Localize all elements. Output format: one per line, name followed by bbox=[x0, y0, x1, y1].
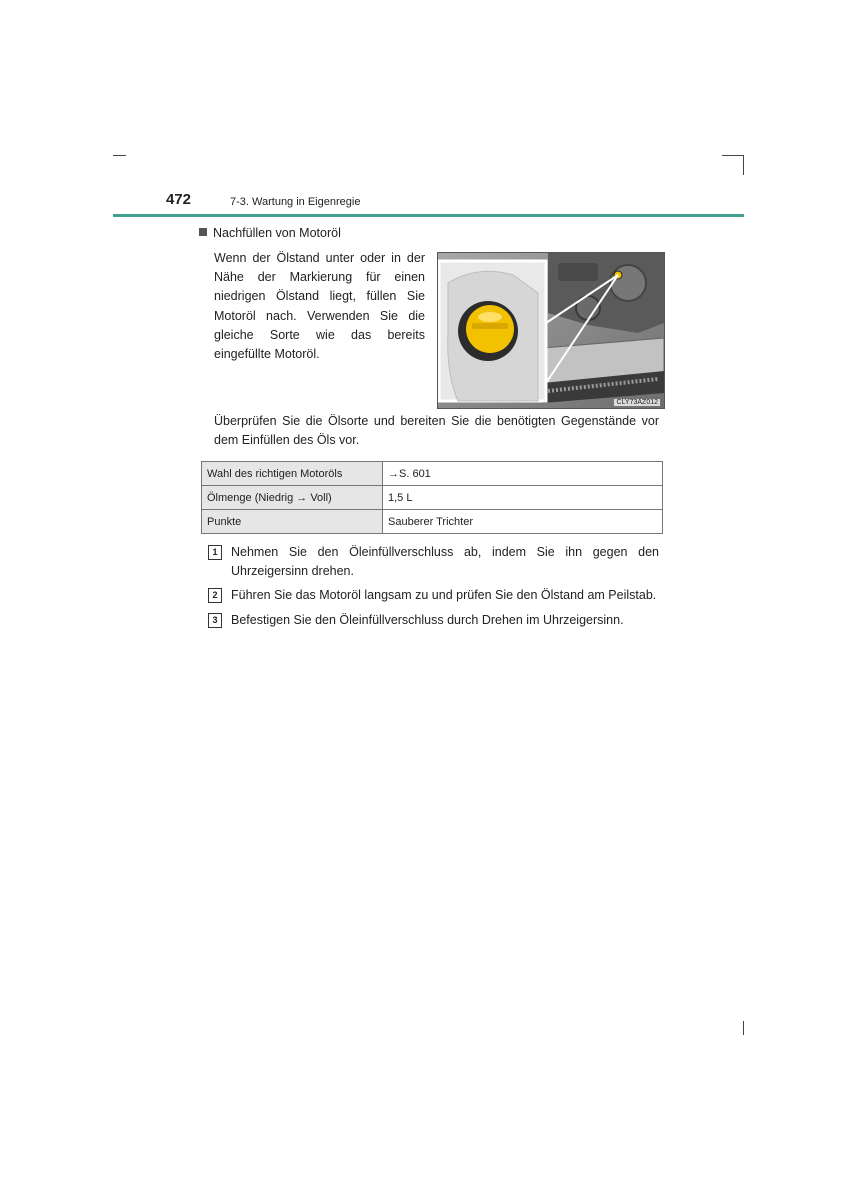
table-key: Punkte bbox=[202, 510, 383, 534]
step-number: 2 bbox=[208, 588, 222, 603]
step-number: 1 bbox=[208, 545, 222, 560]
intro-paragraph: Wenn der Ölstand unter oder in der Nähe der Markierung für einen niedrigen Ölstand liegt, füllen Sie Motoröl nach. Verwenden Sie die gleiche Sorte wie das bereits eingefüllte Motoröl. bbox=[214, 251, 425, 362]
table-row bbox=[202, 462, 663, 486]
step-text: Befestigen Sie den Öleinfüllverschluss durch Drehen im Uhrzeigersinn. bbox=[231, 612, 624, 627]
step-number: 3 bbox=[208, 613, 222, 628]
list-item bbox=[208, 586, 659, 605]
table-value: →S. 601 bbox=[383, 462, 663, 486]
list-item bbox=[208, 543, 659, 581]
table-value: Sauberer Trichter bbox=[383, 510, 663, 534]
preparation-paragraph: Überprüfen Sie die Ölsorte und bereiten Sie die benötigten Gegenstände vor dem Einfüllen des Öls vor. bbox=[214, 414, 659, 448]
figure-code: CLY73AZ012 bbox=[616, 399, 658, 406]
step-list bbox=[208, 543, 659, 635]
table-key: Ölmenge (Niedrig → Voll) bbox=[202, 486, 383, 510]
engine-oil-cap-figure bbox=[437, 252, 665, 409]
table-row bbox=[202, 486, 663, 510]
table-row bbox=[202, 510, 663, 534]
section-header: 7-3. Wartung in Eigenregie bbox=[230, 196, 361, 208]
crop-mark-bottom-right bbox=[743, 1021, 744, 1035]
bullet-square-icon bbox=[199, 228, 207, 236]
header-rule bbox=[113, 214, 744, 217]
crop-mark-top-left bbox=[113, 155, 126, 156]
step-text: Führen Sie das Motoröl langsam zu und prüfen Sie den Ölstand am Peilstab. bbox=[231, 588, 657, 603]
engine-bay-illustration bbox=[438, 253, 664, 408]
step-text: Nehmen Sie den Öleinfüllverschluss ab, indem Sie ihn gegen den Uhrzeigersinn drehen. bbox=[231, 545, 659, 579]
section-title-text: Nachfüllen von Motoröl bbox=[213, 226, 341, 240]
list-item bbox=[208, 611, 659, 630]
oil-spec-table bbox=[201, 461, 663, 534]
table-key: Wahl des richtigen Motoröls bbox=[202, 462, 383, 486]
page-number: 472 bbox=[166, 191, 192, 208]
crop-mark-top-right-horizontal bbox=[722, 155, 744, 156]
table-value: 1,5 L bbox=[383, 486, 663, 510]
section-title bbox=[199, 226, 341, 240]
crop-mark-top-right-vertical bbox=[743, 155, 744, 175]
